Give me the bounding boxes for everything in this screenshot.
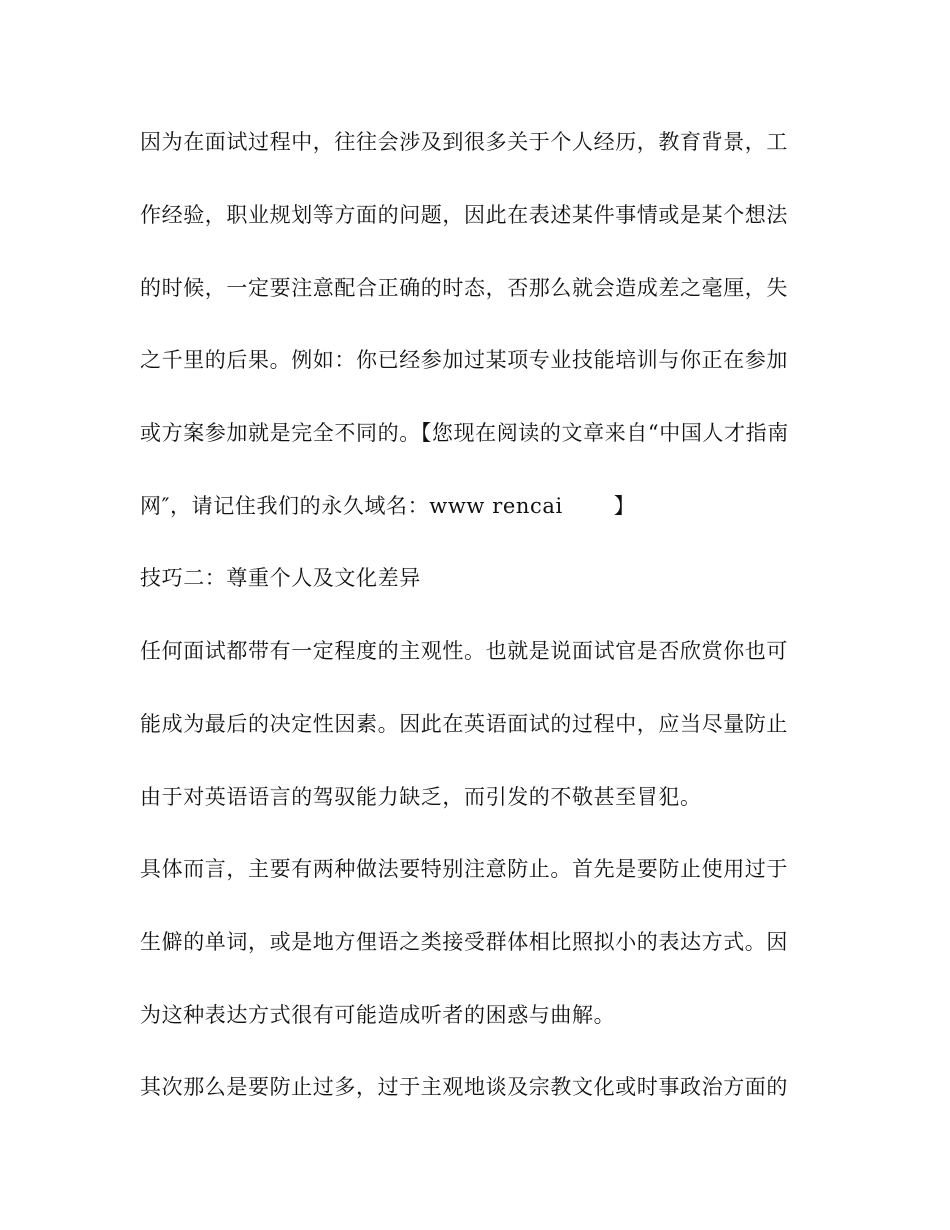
text-line: 生僻的单词，或是地方俚语之类接受群体相比照拟小的表达方式。因 xyxy=(140,930,788,954)
text-line: 由于对英语语言的驾驭能力缺乏，而引发的不敬甚至冒犯。 xyxy=(140,785,702,809)
text-line: 其次那么是要防止过多，过于主观地谈及宗教文化或时事政治方面的 xyxy=(140,1075,788,1099)
text-line: 的时候，一定要注意配合正确的时态，否那么就会造成差之毫厘，失 xyxy=(140,276,788,300)
text-line: 网″，请记住我们的永久域名：www rencai 】 xyxy=(140,494,636,518)
text-line: 作经验，职业规划等方面的问题，因此在表述某件事情或是某个想法 xyxy=(140,203,788,227)
text-line: 因为在面试过程中，往往会涉及到很多关于个人经历，教育背景，工 xyxy=(140,130,788,154)
text-line: 具体而言，主要有两种做法要特别注意防止。首先是要防止使用过于 xyxy=(140,857,788,881)
text-line: 任何面试都带有一定程度的主观性。也就是说面试官是否欣赏你也可 xyxy=(140,639,788,663)
text-line: 能成为最后的决定性因素。因此在英语面试的过程中，应当尽量防止 xyxy=(140,712,788,736)
text-line: 为这种表达方式很有可能造成听者的困惑与曲解。 xyxy=(140,1003,616,1027)
text-line: 之千里的后果。例如：你已经参加过某项专业技能培训与你正在参加 xyxy=(140,348,788,372)
section-heading: 技巧二：尊重个人及文化差异 xyxy=(140,566,421,590)
text-line: 或方案参加就是完全不同的。【您现在阅读的文章来自“中国人才指南 xyxy=(140,421,789,445)
